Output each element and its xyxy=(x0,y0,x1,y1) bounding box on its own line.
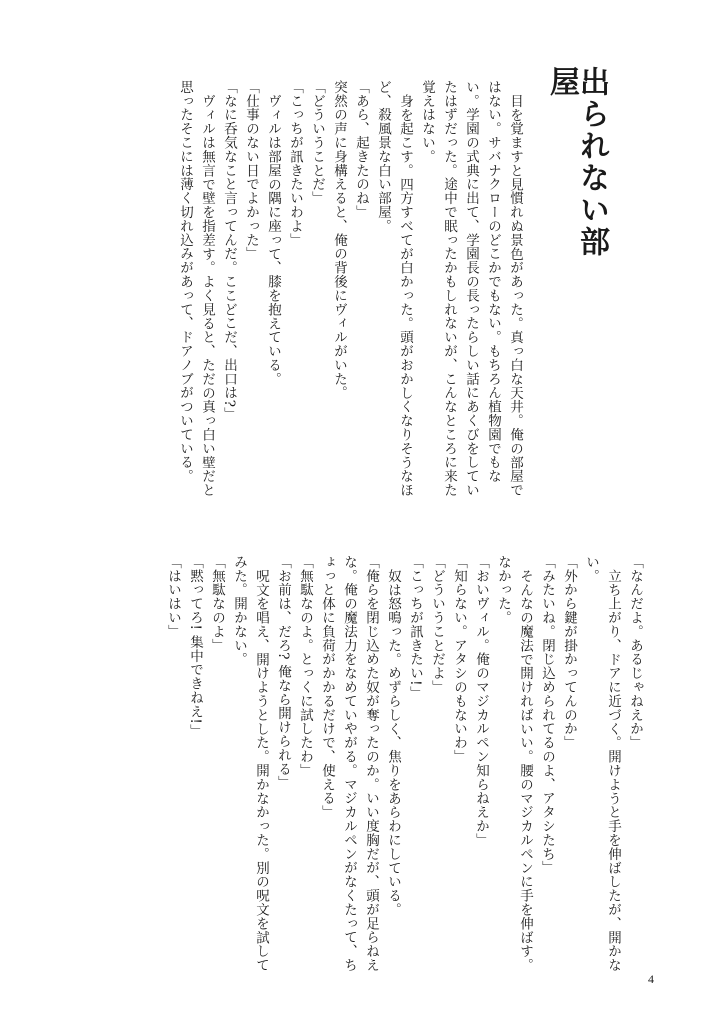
paragraph: 「黙ってろ! 集中できねえ!」 xyxy=(187,555,203,739)
paragraph: 「お前は、だろ? 俺なら開けられる」 xyxy=(275,555,291,790)
page-number: 4 xyxy=(648,972,654,986)
paragraph: 目を覚ますと見慣れぬ景色があった。真っ白な天井。俺の部屋ではない。サバナクローのどこかでもない。もちろん植物園でもない。学園の式典に出て、学園長の長ったらしい話にあくびをしていたはずだった。途中で眠ったかもしれないが、こんなところに来た覚えはない。 xyxy=(419,80,523,497)
paragraph: 「こっちが訊きたいわよ」 xyxy=(287,80,303,247)
paragraph: 呪文を唱え、開けようとした。開かなかった。別の呪文を試してみた。開かない。 xyxy=(231,555,269,972)
paragraph: 「仕事のない日でよかった」 xyxy=(243,80,259,261)
paragraph: 立ち上がり、ドアに近づく。開けようと手を伸ばしたが、開かない。 xyxy=(583,555,621,972)
paragraph: 「はいはい」 xyxy=(165,555,181,639)
paragraph: 「どういうことだ」 xyxy=(309,80,325,206)
paragraph: 「外から鍵が掛かってんのか」 xyxy=(561,555,577,750)
lower-text-block xyxy=(86,555,646,975)
paragraph: そんなの魔法で開ければいい。腰のマジカルペンに手を伸ばす。なかった。 xyxy=(495,555,533,972)
paragraph: 「なに呑気なこと言ってんだ。ここどこだ、出口は?」 xyxy=(221,80,237,422)
paragraph: 「あら、起きたのね」 xyxy=(353,80,369,219)
paragraph: ヴィルは部屋の隅に座って、膝を抱えている。 xyxy=(265,93,281,386)
upper-text-block xyxy=(86,80,526,500)
paragraph: 「無駄なのよ。とっくに試したわ」 xyxy=(297,555,313,778)
paragraph: ヴィルは無言で壁を指差す。よく見ると、ただの真っ白い壁だと思ったそこには薄く切れ込みがあって、ドアノブがついている。 xyxy=(177,80,215,497)
paragraph: 突然の声に身構えると、俺の背後にヴィルがいた。 xyxy=(331,80,347,400)
paragraph: 「知らない。アタシのもないわ」 xyxy=(451,555,467,764)
paragraph: 「俺らを閉じ込めた奴が奪ったのか。いい度胸だが、頭が足らねえな。俺の魔法力をなめていやがる。マジカルペンがなくたって、ちょっと体に負荷がかかるだけで、使える」 xyxy=(319,555,379,972)
paragraph: 「どういうことだよ」 xyxy=(429,555,445,694)
paragraph: 奴は怒鳴った。めずらしく、焦りをあらわにしている。 xyxy=(385,568,401,916)
paragraph: 「おいヴィル。俺のマジカルペン知らねえか」 xyxy=(473,555,489,847)
paragraph: 身を起こす。四方すべてが白かった。頭がおかしくなりそうなほど、殺風景な白い部屋。 xyxy=(375,80,413,497)
paragraph: 「無駄なのよ」 xyxy=(209,555,225,653)
paragraph: 「なんだよ。あるじゃねえか」 xyxy=(627,555,643,750)
paragraph: 「みたいね。閉じ込められてるのよ、アタシたち」 xyxy=(539,555,555,875)
chapter-title: 出られない部屋 xyxy=(544,66,609,258)
paragraph: 「こっちが訊きたい!」 xyxy=(407,555,423,700)
